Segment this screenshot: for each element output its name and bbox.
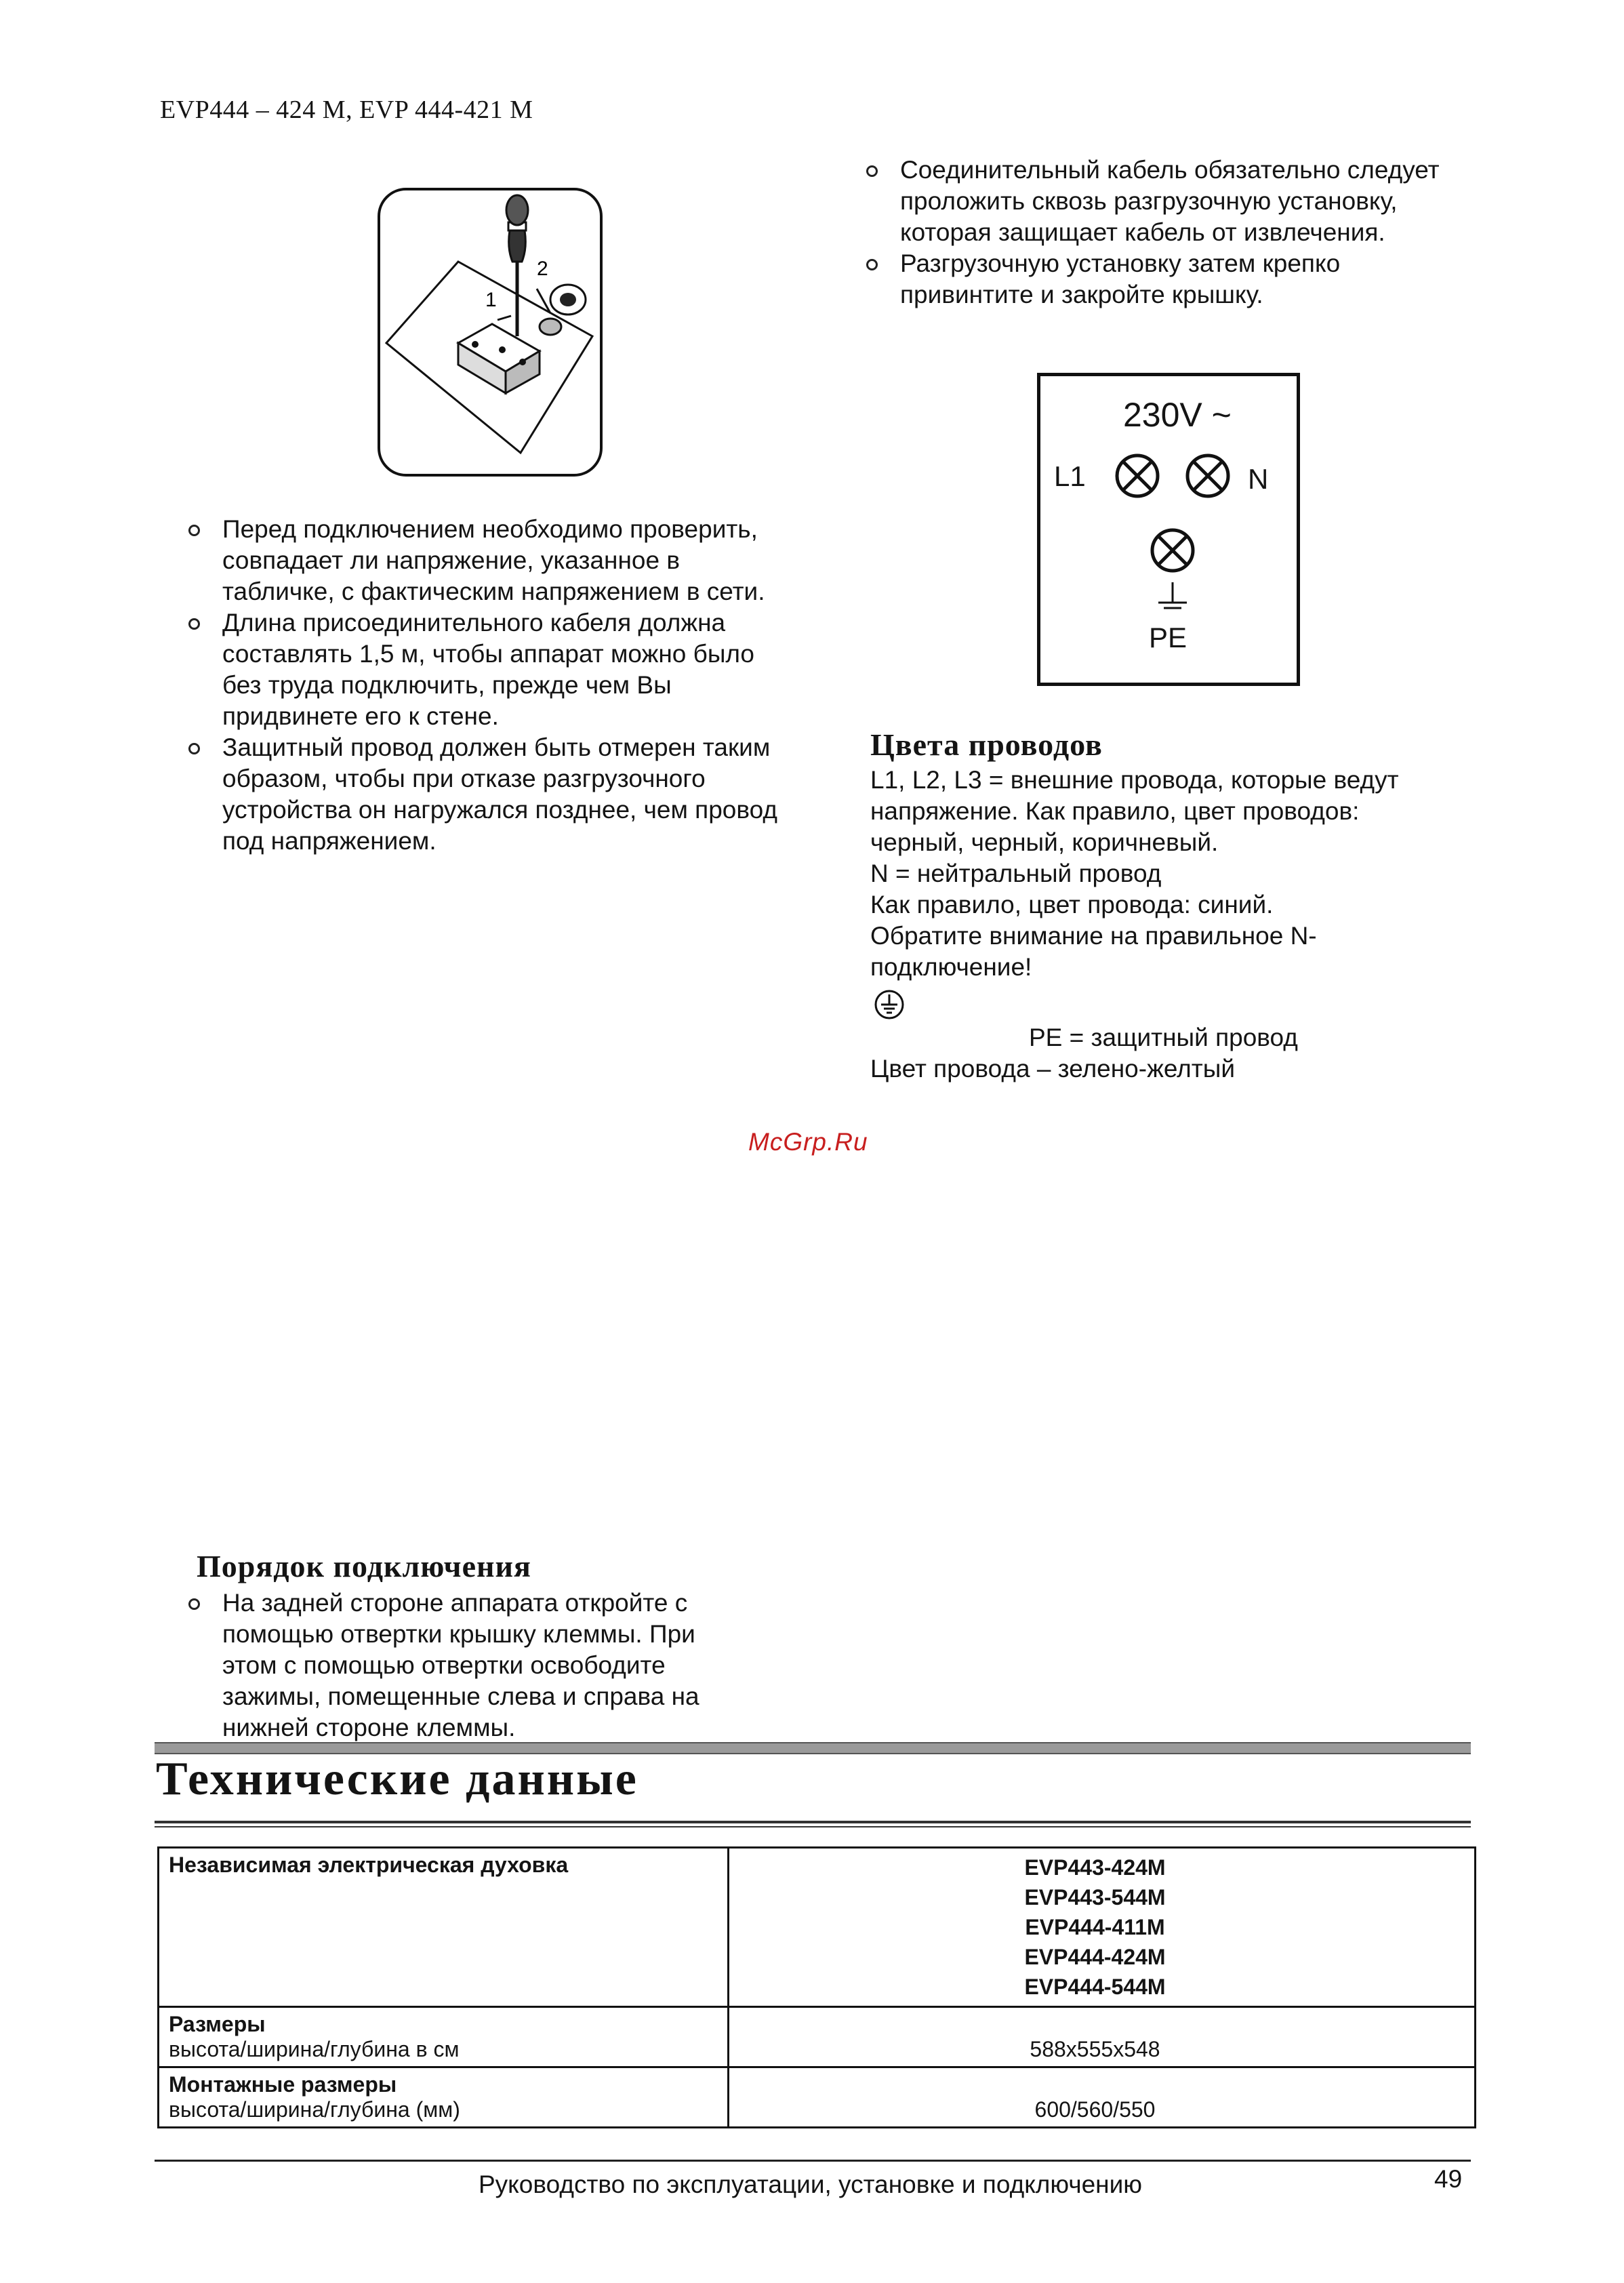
model-value: EVP444-544M (1024, 1975, 1166, 1999)
lamp-pe-icon (1149, 527, 1196, 574)
page-header: EVP444 – 424 M, EVP 444-421 M (160, 96, 533, 124)
pe-label: PE (1149, 622, 1187, 653)
ground-icon (1154, 582, 1191, 615)
text-line: подключение! (870, 953, 1032, 981)
connection-order-title: Порядок подключения (197, 1549, 531, 1583)
table-row (159, 2007, 1476, 2067)
wire-colors-title: Цвета проводов (870, 727, 1103, 762)
footer-rule (155, 2160, 1471, 2162)
protective-earth-icon (873, 988, 906, 1021)
list-item: Разгрузочную установку затем крепко привинтите и закройте крышку. (861, 248, 1450, 310)
text-line: N = нейтральный провод (870, 860, 1162, 887)
row-sublabel: высота/ширина/глубина в см (169, 2037, 460, 2061)
row-label: Монтажные размеры (169, 2072, 397, 2097)
list-item: На задней стороне аппарата откройте с помощью отвертки крышку клеммы. При этом с помощью отвертки освободите зажимы, помещенные слева и справа на нижней стороне клеммы. (183, 1588, 752, 1743)
table-row (159, 1848, 1476, 2007)
title-underline-2 (155, 1826, 1471, 1827)
model-value: EVP444-411M (1025, 1915, 1165, 1939)
lamp-l1-icon (1114, 452, 1161, 500)
page-number: 49 (1434, 2165, 1463, 2193)
model-value: EVP443-424M (1024, 1855, 1166, 1880)
table-cell-label (159, 2067, 729, 2128)
table-cell-value (729, 2067, 1476, 2128)
text-line: напряжение. Как правило, цвет проводов: (870, 797, 1360, 825)
model-value: EVP443-544M (1024, 1885, 1166, 1910)
text-line: Обратите внимание на правильное N- (870, 922, 1317, 950)
table-cell-label (159, 1848, 729, 2007)
left-bullet-list (183, 514, 796, 857)
wiring-diagram (1037, 373, 1300, 686)
n-label: N (1248, 463, 1269, 495)
table-row (159, 2067, 1476, 2128)
connection-order-list (183, 1588, 752, 1743)
row-label: Размеры (169, 2012, 266, 2036)
row-sublabel: высота/ширина/глубина (мм) (169, 2097, 460, 2122)
list-item: Длина присоединительного кабеля должна составлять 1,5 м, чтобы аппарат можно было без труда подключить, прежде чем Вы придвинете его к стене. (183, 607, 796, 732)
tech-data-title: Технические данные (156, 1753, 638, 1805)
list-item: Защитный провод должен быть отмерен таким образом, чтобы при отказе разгрузочного устройства он нагружался позднее, чем провод под напряжением. (183, 732, 796, 857)
text-line: черный, черный, коричневый. (870, 828, 1219, 856)
right-bullet-list (861, 155, 1450, 310)
illustration-label-2: 2 (537, 258, 548, 280)
footer-text: Руководство по эксплуатации, установке и подключению (479, 2170, 1143, 2198)
model-value: EVP444-424M (1024, 1945, 1166, 1969)
dimension-value: 600/560/550 (1034, 2097, 1156, 2122)
lamp-n-icon (1184, 452, 1232, 500)
wire-colors-text (870, 765, 1480, 983)
illustration-label-1: 1 (485, 289, 497, 311)
terminal-illustration (377, 187, 603, 477)
l1-label: L1 (1054, 460, 1086, 492)
pe-definition: PE = защитный провод (1029, 1024, 1298, 1051)
tech-data-table (157, 1846, 1476, 2128)
table-cell-value (729, 1848, 1476, 2007)
text-line: Как правило, цвет провода: синий. (870, 891, 1274, 918)
voltage-label: 230V ~ (1123, 396, 1232, 434)
row-label: Независимая электрическая духовка (169, 1853, 569, 1877)
list-item: Перед подключением необходимо проверить, совпадает ли напряжение, указанное в табличке, с фактическим напряжением в сети. (183, 514, 796, 607)
list-item: Соединительный кабель обязательно следует проложить сквозь разгрузочную установку, которая защищает кабель от извлечения. (861, 155, 1450, 248)
screwdriver-terminal-icon (377, 187, 603, 477)
title-underline (155, 1821, 1471, 1823)
table-cell-value (729, 2007, 1476, 2067)
table-cell-label (159, 2007, 729, 2067)
text-line: L1, L2, L3 = внешние провода, которые ведут (870, 766, 1399, 794)
watermark: McGrp.Ru (748, 1128, 868, 1156)
dimension-value: 588x555x548 (1030, 2037, 1160, 2061)
pe-color: Цвет провода – зелено-желтый (870, 1055, 1235, 1083)
